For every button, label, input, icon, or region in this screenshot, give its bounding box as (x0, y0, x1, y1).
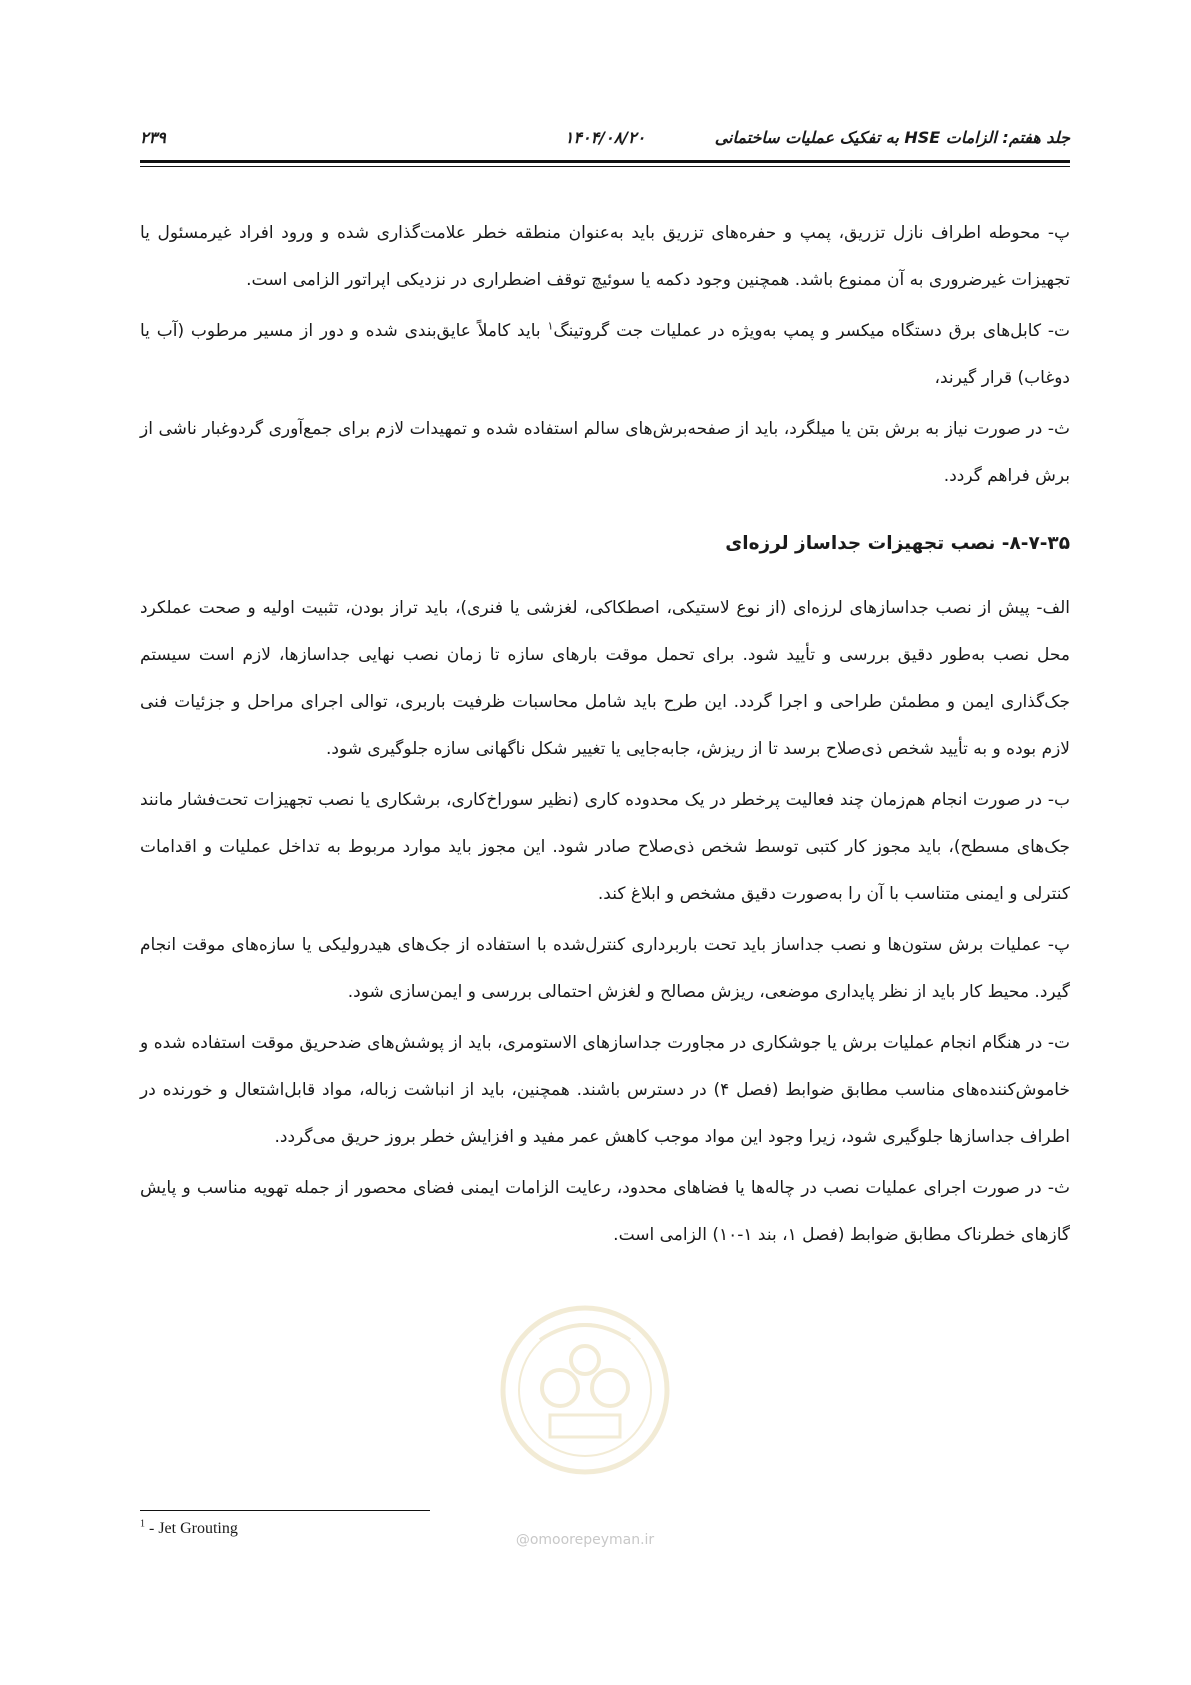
watermark-text: @omoorepeyman.ir (515, 1532, 655, 1548)
header-title: جلد هفتم: الزامات HSE به تفکیک عملیات ساختمانی (714, 128, 1070, 147)
footnote-ref: ۱ (547, 319, 554, 333)
paragraph-te-end: باید کاملاً عایق‌بندی شده و دور از مسیر مرطوب (آب یا دوغاب) قرار گیرند، (140, 321, 1070, 388)
paragraph-te-start: ت- کابل‌های برق دستگاه میکسر و پمپ به‌ویژه در عملیات جت گروتینگ (553, 321, 1070, 341)
header-rule-thick (140, 160, 1070, 163)
footnote (140, 1520, 238, 1538)
watermark-seal (490, 1300, 680, 1480)
paragraph-pe: پ- محوطه اطراف نازل تزریق، پمپ و حفره‌های تزریق باید به‌عنوان منطقه خطر علامت‌گذاری شده و ورود افراد غیرمسئول یا تجهیزات غیرضروری به آن ممنوع باشد. همچنین وجود دکمه یا سوئیچ توقف اضطراری در نزدیکی اپراتور الزامی است. (140, 223, 1070, 290)
paragraph-pe-2: پ- عملیات برش ستون‌ها و نصب جداساز باید تحت باربرداری کنترل‌شده با استفاده از جک‌های هیدرولیکی یا سازه‌های موقت انجام گیرد. محیط کار باید از نظر پایداری موضعی، ریزش مصالح و لغزش احتمالی بررسی و ایمن‌سازی شود. (140, 935, 1070, 1002)
page-number: ۲۳۹ (140, 128, 166, 147)
paragraph-te-2: ت- در هنگام انجام عملیات برش یا جوشکاری در مجاورت جداسازهای الاستومری، باید از پوشش‌های ضدحریق موقت استفاده شده و خاموش‌کننده‌های مناسب مطابق ضوابط (فصل ۴) در دسترس باشند. همچنین، باید از انباشت زباله، مواد قابل‌اشتعال و خورنده در اطراف جداسازها جلوگیری شود، زیرا وجود این مواد موجب کاهش عمر مفید و افزایش خطر بروز حریق می‌گردد. (140, 1033, 1070, 1147)
header-date: ۱۴۰۴/۰۸/۲۰ (564, 128, 646, 147)
section-heading: ۸-۷-۳۵- نصب تجهیزات جداساز لرزه‌ای (725, 533, 1070, 554)
paragraph-te (140, 308, 1070, 402)
paragraph-se-2: ث- در صورت اجرای عملیات نصب در چاله‌ها یا فضاهای محدود، رعایت الزامات ایمنی فضای محصور از جمله تهویه مناسب و پایش گازهای خطرناک مطابق ضوابط (فصل ۱، بند ۱-۱۰) الزامی است. (140, 1178, 1070, 1245)
footnote-text: - Jet Grouting (145, 1520, 238, 1537)
paragraph-se: ث- در صورت نیاز به برش بتن یا میلگرد، باید از صفحه‌برش‌های سالم استفاده شده و تمهیدات لازم برای جمع‌آوری گردوغبار ناشی از برش فراهم گردد. (140, 419, 1070, 486)
footnote-rule (140, 1510, 430, 1511)
footnote-number: 1 (140, 1518, 145, 1530)
paragraph-alef: الف- پیش از نصب جداسازهای لرزه‌ای (از نوع لاستیکی، اصطکاکی، لغزشی یا فنری)، باید تراز بودن، تثبیت اولیه و صحت عملکرد محل نصب به‌طور دقیق بررسی و تأیید شود. برای تحمل موقت بارهای سازه تا زمان نصب نهایی جداسازها، لازم است سیستم جک‌گذاری ایمن و مطمئن طراحی و اجرا گردد. این طرح باید شامل محاسبات ظرفیت باربری، توالی اجرای مراحل و جزئیات فنی لازم بوده و به تأیید شخص ذی‌صلاح برسد تا از ریزش، جابه‌جایی یا تغییر شکل ناگهانی سازه جلوگیری شود. (140, 598, 1070, 759)
page-header (140, 128, 1070, 158)
header-rule-thin (140, 166, 1070, 167)
page-body (140, 210, 1070, 1263)
paragraph-be: ب- در صورت انجام هم‌زمان چند فعالیت پرخطر در یک محدوده کاری (نظیر سوراخ‌کاری، برشکاری یا نصب تجهیزات تحت‌فشار مانند جک‌های مسطح)، باید مجوز کار کتبی توسط شخص ذی‌صلاح صادر شود. این مجوز باید موارد مربوط به تداخل عملیات و اقدامات کنترلی و ایمنی متناسب با آن را به‌صورت دقیق مشخص و ابلاغ کند. (140, 790, 1070, 904)
